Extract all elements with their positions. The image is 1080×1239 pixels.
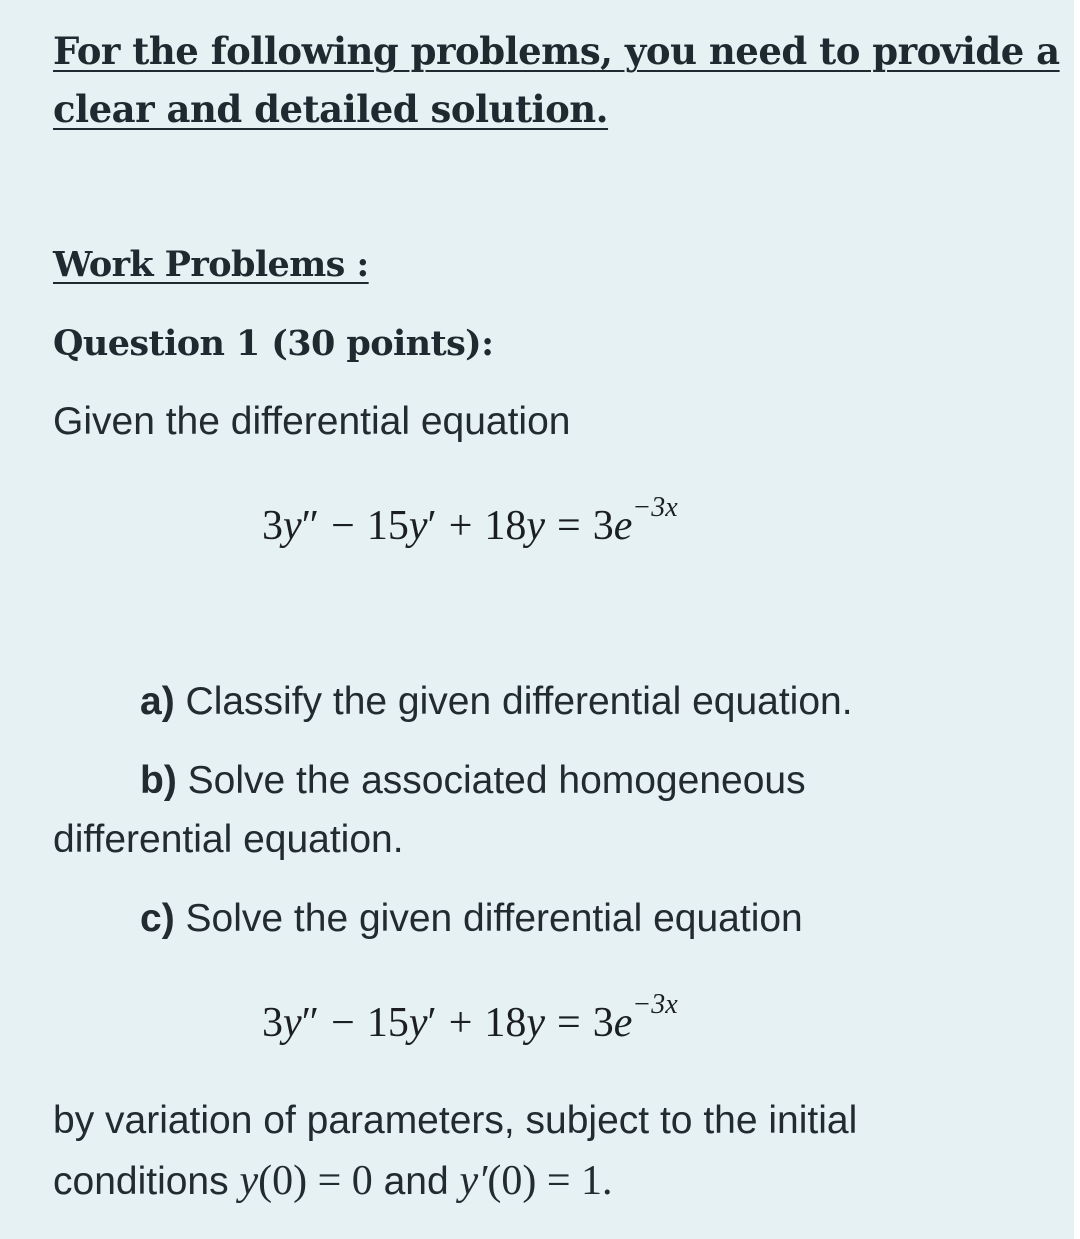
part-b-line-1 <box>140 759 806 803</box>
eq2-equals: = <box>557 1000 581 1046</box>
eq2-rhs-coef: 3 <box>592 1000 614 1046</box>
part-b-text: Solve the associated homogeneous <box>176 759 806 802</box>
eq-double-prime: ″ <box>301 503 320 549</box>
eq-coef-1: 3 <box>262 503 283 549</box>
eq2-coef-2: 15 <box>366 1000 409 1046</box>
eq2-rhs-base: e <box>613 1000 633 1046</box>
part-b-line-2: differential equation. <box>53 818 404 861</box>
instructions-line-1: For the following problems, you need to provide a <box>53 29 1060 73</box>
part-a <box>140 680 853 724</box>
eq-coef-3: 18 <box>484 503 527 549</box>
eq-prime: ′ <box>427 503 437 549</box>
question-title: Question 1 (30 points): <box>53 323 494 364</box>
instructions <box>53 22 1060 138</box>
eq-minus: − <box>331 503 355 549</box>
eq2-var-2: y <box>408 1000 428 1046</box>
cond1-arg: (0) <box>258 1158 308 1204</box>
closing-prefix: conditions <box>53 1160 240 1203</box>
initial-condition-2 <box>460 1158 613 1204</box>
instructions-line-2: clear and detailed solution. <box>53 87 609 131</box>
right-frame-edge <box>1074 0 1080 1239</box>
cond1-equals: = <box>307 1158 352 1204</box>
eq-rhs-exponent: −3x <box>632 492 678 523</box>
part-b-label: b) <box>140 759 177 802</box>
part-c-text: Solve the given differential equation <box>174 897 803 940</box>
eq-var-3: y <box>526 503 546 549</box>
eq2-double-prime: ″ <box>301 1000 320 1046</box>
eq-var-2: y <box>408 503 428 549</box>
differential-equation-repeat <box>262 989 678 1047</box>
eq2-coef-3: 18 <box>484 1000 527 1046</box>
section-heading: Work Problems : <box>53 244 369 285</box>
eq2-prime: ′ <box>427 1000 437 1046</box>
cond2-value: 1. <box>581 1158 613 1204</box>
eq2-coef-1: 3 <box>262 1000 283 1046</box>
eq2-var-3: y <box>526 1000 546 1046</box>
differential-equation <box>262 492 678 550</box>
closing-line-2 <box>53 1157 613 1205</box>
eq2-var-1: y <box>283 1000 302 1046</box>
cond1-value: 0 <box>351 1158 373 1204</box>
part-a-text: Classify the given differential equation. <box>174 680 853 723</box>
eq-rhs-coef: 3 <box>592 503 614 549</box>
eq2-plus: + <box>448 1000 473 1046</box>
eq-var-1: y <box>283 503 302 549</box>
part-a-label: a) <box>140 680 175 723</box>
part-c-label: c) <box>140 897 175 940</box>
eq-equals: = <box>557 503 581 549</box>
eq2-rhs-exponent: −3x <box>632 989 678 1020</box>
eq-rhs-base: e <box>613 503 633 549</box>
cond2-equals: = <box>536 1158 582 1204</box>
cond2-arg: (0) <box>487 1158 537 1204</box>
cond1-fn: y <box>239 1158 259 1204</box>
cond2-fn: y′ <box>459 1158 488 1204</box>
eq-plus: + <box>448 503 473 549</box>
question-intro: Given the differential equation <box>53 400 571 443</box>
eq-coef-2: 15 <box>366 503 409 549</box>
part-c <box>140 897 803 941</box>
eq2-minus: − <box>331 1000 355 1046</box>
closing-line-1: by variation of parameters, subject to the initial <box>53 1099 858 1142</box>
closing-connector: and <box>372 1160 460 1203</box>
initial-condition-1 <box>239 1158 372 1204</box>
